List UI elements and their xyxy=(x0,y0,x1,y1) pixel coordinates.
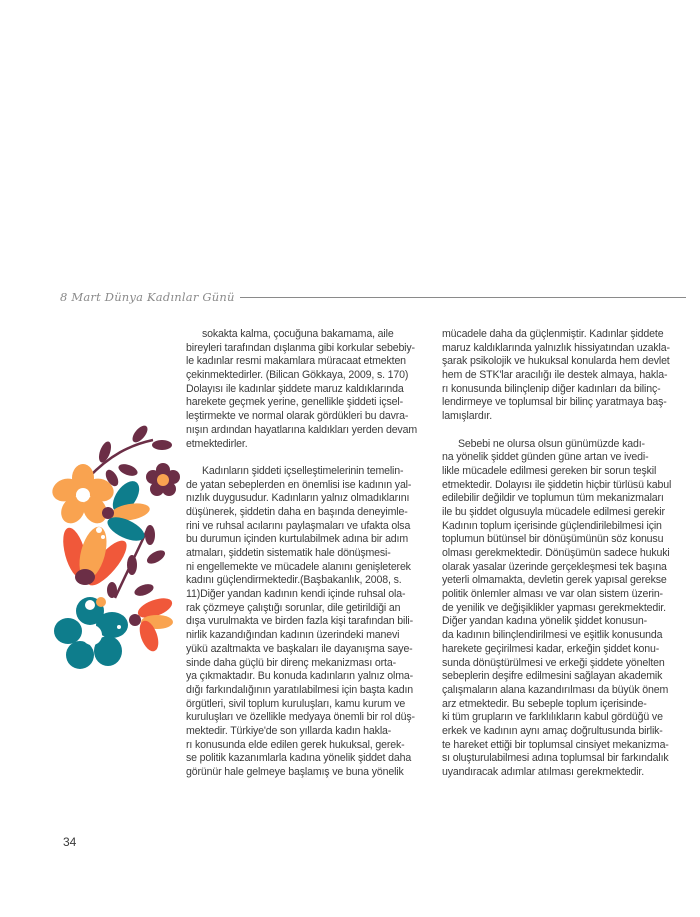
text-line: mücadele daha da güçlenmiştir. Kadınlar şiddete xyxy=(442,328,664,340)
header-rule xyxy=(240,297,686,298)
text-line: lendirmeye ve toplumsal bir bilinç yaratmaya baş- xyxy=(442,396,667,409)
text-line: rini ve ruhsal acılarını paylaşmaları ve ufakta olsa xyxy=(186,519,411,532)
text-line: Sebebi ne olursa olsun günümüzde kadı- xyxy=(458,437,645,450)
text-line: örgütleri, sivil toplum kuruluşları, kamu kurum ve xyxy=(186,697,406,710)
text-line: kuruluşları ve özellikle medyaya önemli bir rol düş- xyxy=(186,711,415,724)
text-line: lamışlardır. xyxy=(442,410,493,423)
text-line: bu durumun içinden kurtulabilmek adına bir adım xyxy=(186,533,409,546)
text-line: likle mücadele edilmesi gereken bir sorun teşkil xyxy=(442,464,657,477)
text-line: olması gerekmektedir. Dönüşümün sadece hukuki xyxy=(442,547,670,559)
header-title: 8 Mart Dünya Kadınlar Günü xyxy=(60,290,235,304)
text-line: sokakta kalma, çocuğuna bakamama, aile xyxy=(202,328,394,340)
floral-ornament-icon xyxy=(40,420,190,670)
text-line: le kadınlar resmi makamlara müracaat etmekten xyxy=(186,355,406,368)
text-line: yükü azaltmakta ve başkaları ile dayanışma saye- xyxy=(186,642,413,655)
text-line: Diğer yandan kadına yönelik şiddet konusun- xyxy=(442,615,647,628)
text-column-right xyxy=(442,328,688,780)
text-line: edilebilir değildir ve toplumun tüm mekanizmaları xyxy=(442,492,664,505)
text-line: Kadınların şiddeti içselleştimelerinin temelin- xyxy=(202,464,404,477)
text-line: Dolayısı ile kadınlar şiddete maruz kaldıklarında xyxy=(186,382,404,395)
text-line: rı konusunda elde edilen gerek hukuksal, gerek- xyxy=(186,738,405,751)
paragraph-gap xyxy=(186,451,428,465)
running-header xyxy=(60,287,686,307)
text-line: çalışmaların alana kazandırılması da büyük önem xyxy=(442,683,669,696)
text-line: ya çıkmaktadır. Bu konuda kadınların yalnız olma- xyxy=(186,670,414,683)
paragraph-gap xyxy=(442,424,688,438)
text-line: 11)Diğer yandan kadının kendi içinde ruhsal ola- xyxy=(186,588,406,601)
text-line: mektedir. Türkiye'de son yıllarda kadın hakla- xyxy=(186,724,392,737)
page-number: 34 xyxy=(63,835,77,849)
text-line: ki tüm grupların ve farklılıkların kabul gördüğü ve xyxy=(442,711,663,724)
text-line: şarak psikolojik ve hukuksal konularda hem devlet xyxy=(442,355,670,368)
text-line: uyandıracak adımlar atılması gerekmektedir. xyxy=(442,766,644,778)
text-line: se politik kazanımlarla kadına yönelik şiddet daha xyxy=(186,752,412,765)
text-line: sebeplerin deşifre edilmesini sağlayan akademik xyxy=(442,670,663,683)
text-line: etmektedirler. xyxy=(186,437,248,450)
text-line: bireyleri tarafından dışlanma gibi korkular sebebiy- xyxy=(186,341,415,354)
text-line: toplumun bütünsel bir dönüşümünün söz konusu xyxy=(442,533,664,546)
text-line: rı konusunda bilinçlenip diğer kadınları da bilinç- xyxy=(442,382,661,395)
text-line: hem de STK'lar aracılığı ile destek almaya, hakla- xyxy=(442,369,668,382)
text-line: olarak yasalar üzerinde gerçekleşmesi tek başına xyxy=(442,560,667,573)
text-line: ile bu şiddet olgusuyla mücadele edilmesi gerekir xyxy=(442,505,665,518)
text-line: politik önlemler alması ve var olan sistem üzerin- xyxy=(442,588,663,601)
text-column-left xyxy=(186,328,428,780)
text-line: harekete geçmek yerine, genellikle şiddeti içsel- xyxy=(186,396,403,409)
text-line: Kadının toplum içerisinde güçlendirilebilmesi için xyxy=(442,519,662,532)
text-line: harekete geçirilmesi kadar, erkeğin şiddet konu- xyxy=(442,642,660,655)
text-line: nirlik kazandığından kadının üzerindeki manevi xyxy=(186,629,400,642)
text-line: yeterli olmamakta, devletin gerek yapısal gerekse xyxy=(442,574,667,587)
text-line: çekinmektedirler. (Bilican Gökkaya, 2009, s. 170) xyxy=(186,369,409,382)
text-line: sunda dönüştürülmesi ve erkeği şiddete yönelten xyxy=(442,656,665,669)
text-line: arz etmektedir. Bu sebeple toplum içerisinde- xyxy=(442,697,647,710)
text-line: de yenilik ve değişiklikler yapması gerekmektedir. xyxy=(442,601,666,614)
text-line: rak çözmeye çalıştığı sorunlar, dile getirildiği an xyxy=(186,601,401,614)
text-line: maruz kaldıklarında yalnızlık hissiyatından uzakla- xyxy=(442,341,670,354)
text-line: nışın ardından hayatlarına kaldıkları yerden devam xyxy=(186,423,417,436)
text-line: düşünerek, şiddetin daha en başında deneyimle- xyxy=(186,505,408,518)
text-line: de yatan sebeplerden en önemlisi ise kadının yal- xyxy=(186,478,412,491)
text-line: erkek ve kadının aynı amaç doğrultusunda birlik- xyxy=(442,724,663,737)
text-line: ni engellemekte ve mücadele alanını genişleterek xyxy=(186,560,411,573)
text-line: atmaları, şiddetin sistematik hale dönüşmesi- xyxy=(186,547,391,559)
text-line: te hareket ettiği bir toplumsal cinsiyet mekanizma- xyxy=(442,738,669,751)
text-line: nızlık duygusudur. Kadınların yalnız olmadıklarını xyxy=(186,492,410,505)
text-line: da kadının bilinçlendirilmesi ve eşitlik konusunda xyxy=(442,629,663,642)
text-line: kadını güçlendirmektedir.(Başbakanlık, 2008, s. xyxy=(186,574,402,587)
text-line: sı oluşturulabilmesi adına toplumsal bir farkındalık xyxy=(442,752,669,765)
text-line: dışa vurulmakta ve birden fazla kişi tarafından bili- xyxy=(186,615,413,628)
text-line: sinde daha güçlü bir direnç mekanizması orta- xyxy=(186,656,396,669)
text-line: görünür hale gelmeye başlamış ve buna yönelik xyxy=(186,766,404,778)
text-line: dığı farkındalığının yaratılabilmesi için başta kadın xyxy=(186,683,414,696)
text-line: etmektedir. Dolayısı ile şiddetin hiçbir türlüsü kabul xyxy=(442,478,672,491)
text-line: na yönelik şiddet günden güne artan ve ivedi- xyxy=(442,451,649,464)
text-line: leştirmekte ve normal olarak gördükleri bu davra- xyxy=(186,410,409,423)
